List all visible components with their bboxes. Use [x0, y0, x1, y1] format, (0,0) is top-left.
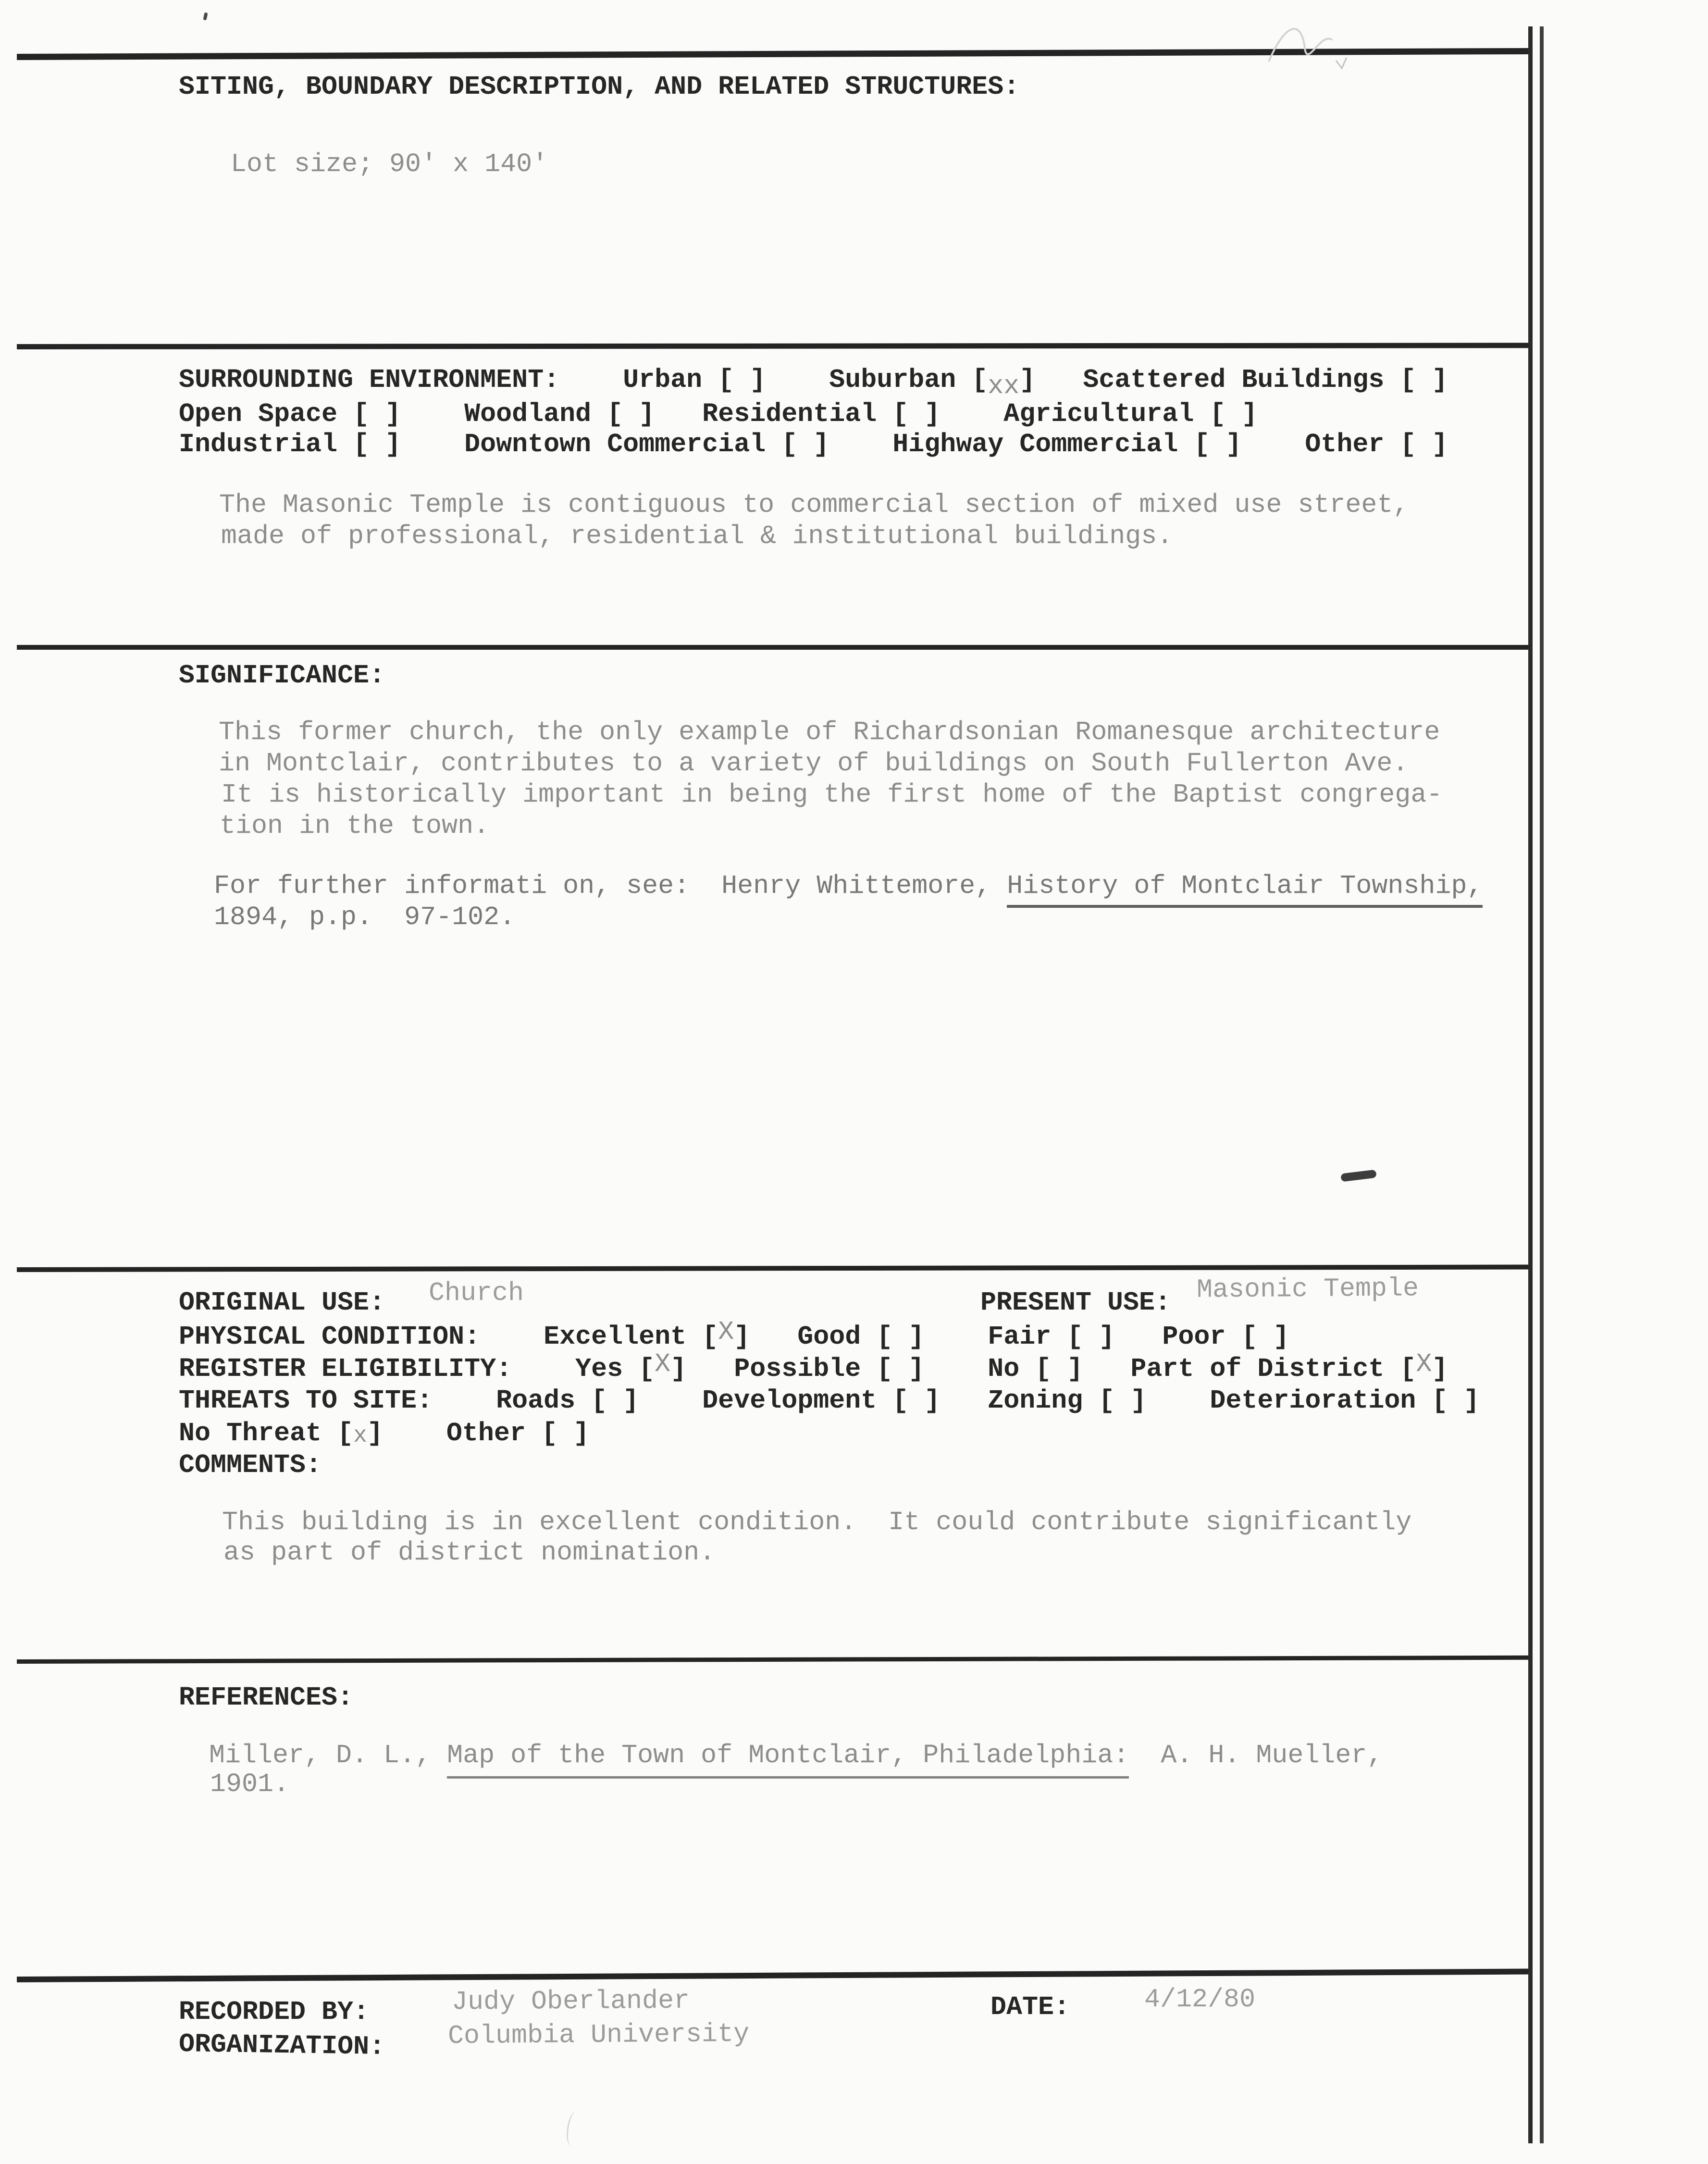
comments-line-2: as part of district nomination. — [223, 1537, 716, 1568]
original-use-value: Church — [429, 1278, 524, 1308]
environment-row-3: Industrial [ ] Downtown Commercial [ ] Highway Commercial [ ] Other [ ] — [179, 429, 1448, 459]
no-threat-row — [179, 1419, 589, 1449]
divider-references — [17, 1656, 1528, 1664]
ink-dash-artifact — [1340, 1170, 1377, 1182]
lot-size-value: Lot size; 90' x 140' — [231, 149, 548, 179]
reference-entry-line-2: 1901. — [210, 1769, 290, 1799]
significance-para-line-1: This former church, the only example of Richardsonian Romanesque architecture — [219, 717, 1440, 747]
further-information-line-2: 1894, p.p. 97-102. — [214, 902, 516, 932]
tick-mark-artifact — [203, 12, 208, 20]
environment-row-1-labels: SURROUNDING ENVIRONMENT: Urban [ ] Suburban [ — [179, 365, 988, 395]
scratch-artifact — [1259, 13, 1394, 76]
significance-para-line-4: tion in the town. — [220, 811, 490, 841]
register-eligibility-labels-mid: ] Possible [ ] No [ ] Part of District [ — [670, 1354, 1416, 1384]
environment-row-1-labels-end: ] Scattered Buildings [ ] — [1019, 365, 1448, 395]
environment-row-2: Open Space [ ] Woodland [ ] Residential [ ] Agricultural [ ] — [179, 399, 1258, 429]
right-border-outer-line — [1540, 26, 1544, 2143]
environment-note-line-1: The Masonic Temple is contiguous to commercial section of mixed use street, — [219, 490, 1409, 520]
siting-heading: SITING, BOUNDARY DESCRIPTION, AND RELATED STRUCTURES: — [179, 72, 1020, 102]
register-eligibility-row — [179, 1349, 1448, 1384]
no-threat-checkbox-mark: x — [353, 1423, 367, 1449]
reference-publisher: A. H. Mueller, — [1129, 1740, 1383, 1770]
map-title-underlined: Map of the Town of Montclair, Philadelphia: — [447, 1741, 1129, 1779]
divider-footer — [17, 1969, 1528, 1982]
no-threat-labels-end: ] Other [ ] — [367, 1418, 589, 1448]
organization-label: ORGANIZATION: — [178, 2029, 385, 2062]
date-value: 4/12/80 — [1144, 1984, 1256, 2015]
significance-para-line-3: It is historically important in being the first home of the Baptist congrega- — [221, 779, 1443, 810]
comments-label: COMMENTS: — [179, 1450, 322, 1480]
original-use-label: ORIGINAL USE: — [179, 1287, 385, 1318]
book-title-underlined: History of Montclair Township, — [1007, 871, 1483, 908]
register-eligibility-labels: REGISTER ELIGIBILITY: Yes [ — [179, 1354, 655, 1384]
significance-heading: SIGNIFICANCE: — [179, 660, 385, 691]
reference-entry-line-1 — [209, 1741, 1383, 1779]
excellent-checkbox-mark: X — [718, 1317, 734, 1347]
physical-condition-row — [179, 1317, 1289, 1352]
divider-environment — [17, 343, 1528, 349]
divider-significance — [17, 645, 1528, 650]
physical-condition-labels: PHYSICAL CONDITION: Excellent [ — [179, 1322, 718, 1352]
physical-condition-labels-end: ] Good [ ] Fair [ ] Poor [ ] — [734, 1322, 1289, 1352]
present-use-label: PRESENT USE: — [980, 1287, 1171, 1318]
no-threat-labels: No Threat [ — [179, 1418, 354, 1448]
present-use-value: Masonic Temple — [1196, 1273, 1419, 1305]
register-eligibility-labels-end: ] — [1432, 1354, 1448, 1384]
recorded-by-value: Judy Oberlander — [451, 1985, 690, 2017]
environment-note-line-2: made of professional, residential & institutional buildings. — [221, 521, 1173, 551]
comments-line-1: This building is in excellent condition. It could contribute significantly — [222, 1507, 1412, 1537]
references-heading: REFERENCES: — [179, 1682, 354, 1713]
part-of-district-checkbox-mark: X — [1416, 1349, 1432, 1379]
yes-checkbox-mark: X — [655, 1349, 671, 1379]
suburban-checkbox-mark: xx — [988, 371, 1020, 401]
right-border-inner-line — [1528, 26, 1533, 2143]
divider-use — [17, 1265, 1528, 1272]
environment-row-1 — [179, 365, 1448, 401]
recorded-by-label: RECORDED BY: — [179, 1997, 370, 2027]
reference-author: Miller, D. L., — [209, 1740, 447, 1770]
significance-para-line-2: in Montclair, contributes to a variety of buildings on South Fullerton Ave. — [219, 748, 1409, 779]
threats-to-site-row: THREATS TO SITE: Roads [ ] Development [ ] Zoning [ ] Deterioration [ ] — [179, 1385, 1480, 1416]
scratch-curl-artifact — [565, 2112, 581, 2147]
organization-value: Columbia University — [447, 2018, 750, 2052]
further-information-text: For further informati on, see: Henry Whittemore, — [214, 871, 1007, 901]
date-label: DATE: — [990, 1992, 1070, 2022]
